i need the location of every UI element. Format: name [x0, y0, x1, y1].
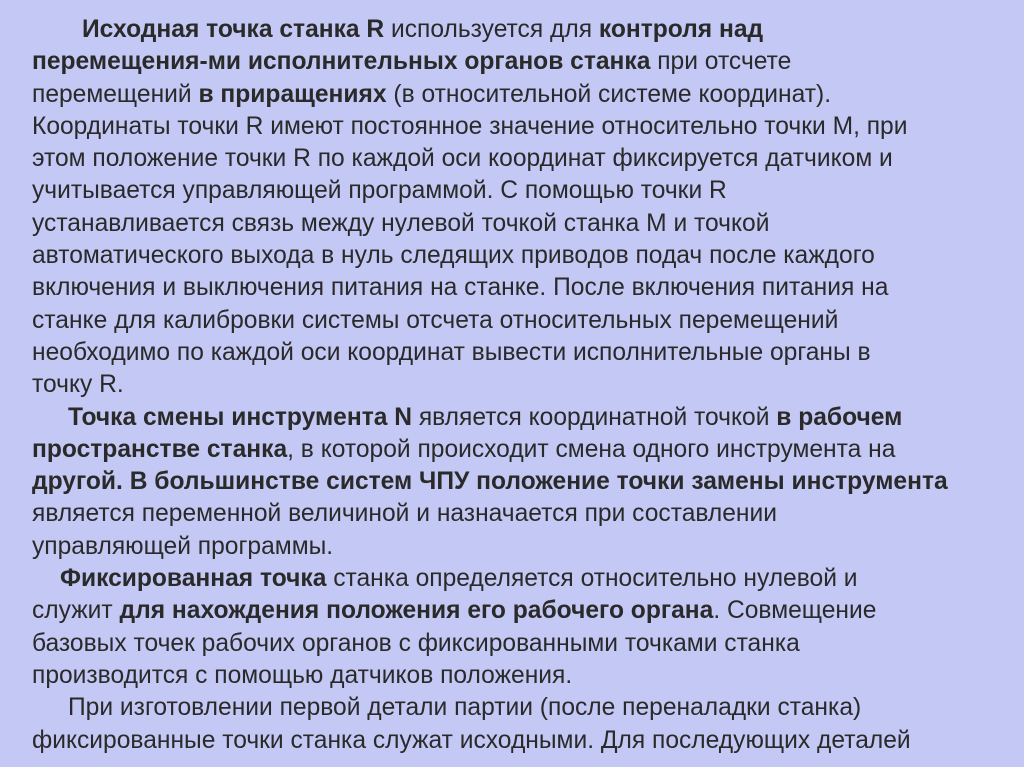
text-run: Исходная точка станка R [82, 16, 385, 43]
text-line [32, 272, 1007, 304]
text-run: Координаты точки R имеют постоянное значение относительно точки М, при [32, 112, 908, 140]
text-run: точку R. [32, 371, 124, 399]
paragraph-reference-point-r [32, 14, 1007, 402]
text-run: станке для калибровки системы отсчета относительных перемещений [32, 306, 839, 334]
text-line [32, 595, 1007, 627]
text-run: пространстве станка [32, 435, 288, 463]
text-line [32, 466, 1007, 498]
text-run: для нахождения положения его рабочего органа [119, 597, 714, 625]
text-run: является координатной точкой [412, 403, 777, 431]
text-run: устанавливается связь между нулевой точкой станка М и точкой [32, 209, 770, 237]
text-line [32, 434, 1007, 466]
text-line [32, 111, 1007, 143]
text-line [32, 725, 1007, 757]
text-run: (в относительной системе координат). [386, 80, 832, 108]
text-line [32, 660, 1007, 692]
text-run: другой. В большинстве систем ЧПУ положение точки замены инструмента [32, 468, 948, 496]
text-line [32, 369, 1007, 401]
text-run: служит [32, 597, 120, 625]
text-run: базовых точек рабочих органов с фиксированными точками станка [32, 629, 800, 657]
text-line [32, 692, 1007, 724]
text-line [32, 208, 1007, 240]
text-run: перемещений [32, 80, 199, 108]
text-run: в приращениях [198, 80, 387, 108]
text-run: в рабочем [776, 403, 903, 431]
text-run: , в которой происходит смена одного инструмента на [287, 435, 896, 463]
text-run: этом положение точки R по каждой оси координат фиксируется датчиком и [32, 145, 893, 173]
text-run: необходимо по каждой оси координат вывести исполнительные органы в [32, 338, 871, 366]
text-run: При изготовлении первой детали партии (после переналадки станка) [68, 694, 862, 722]
text-line [32, 628, 1007, 660]
paragraph-tool-change-point-n [32, 402, 1007, 563]
text-line [32, 175, 1007, 207]
text-run: включения и выключения питания на станке. После включения питания на [32, 274, 889, 302]
text-run: производится с помощью датчиков положения. [32, 661, 573, 689]
text-run: контроля над [598, 16, 764, 43]
paragraph-first-part [32, 692, 1007, 757]
text-line [32, 337, 1007, 369]
text-line [32, 14, 1007, 46]
text-line [32, 498, 1007, 530]
text-line [32, 402, 1007, 434]
text-run: используется для [384, 16, 599, 43]
text-run: учитывается управляющей программой. С помощью точки R [32, 177, 727, 205]
text-line [32, 79, 1007, 111]
text-run: станка определяется относительно нулевой и [326, 565, 858, 593]
text-run: перемещения-ми исполнительных органов станка [32, 48, 651, 76]
text-line [32, 563, 1007, 595]
text-line [32, 46, 1007, 78]
text-run: . Совмещение [713, 597, 877, 625]
text-run: при отсчете [650, 48, 792, 76]
paragraph-fixed-point [32, 563, 1007, 692]
text-run: управляющей программы. [32, 532, 334, 560]
text-run: автоматического выхода в нуль следящих приводов подач после каждого [32, 242, 875, 270]
text-run: Точка смены инструмента N [68, 403, 413, 431]
text-line [32, 305, 1007, 337]
text-run: является переменной величиной и назначается при составлении [32, 500, 777, 528]
text-line [32, 240, 1007, 272]
text-line [32, 531, 1007, 563]
text-body [32, 14, 1007, 757]
text-run: Фиксированная точка [60, 565, 327, 593]
text-line [32, 143, 1007, 175]
text-run: фиксированные точки станка служат исходными. Для последующих деталей [32, 726, 911, 754]
